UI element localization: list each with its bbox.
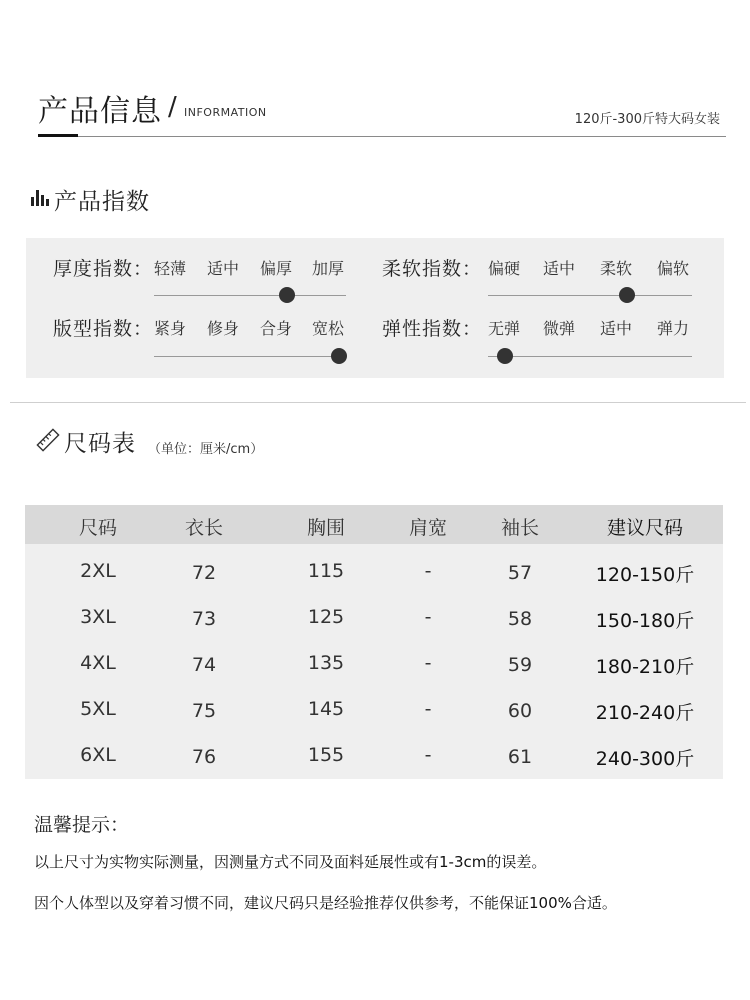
table-cell: 76 [191, 746, 217, 768]
table-cell: - [424, 560, 432, 582]
header-divider [38, 136, 726, 137]
table-cell: 6XL [80, 744, 116, 766]
index-track-fit [154, 356, 346, 357]
index-option: 偏硬 [488, 259, 521, 278]
size-table [25, 505, 723, 779]
tips-title: 温馨提示： [34, 814, 130, 836]
index-option: 紧身 [154, 319, 187, 338]
table-cell: 75 [191, 700, 217, 722]
product-index-panel [26, 238, 724, 378]
table-cell: - [424, 698, 432, 720]
table-cell: 150-180斤 [595, 610, 695, 632]
column-header: 建议尺码 [606, 517, 684, 539]
table-cell: 73 [191, 608, 217, 630]
section-title-product-index: 产品指数 [54, 189, 150, 215]
table-cell: 59 [507, 654, 533, 676]
section-title-size-chart: 尺码表 [64, 431, 136, 457]
table-cell: 3XL [80, 606, 116, 628]
section-divider [10, 402, 746, 403]
table-cell: 180-210斤 [595, 656, 695, 678]
index-option: 柔软 [600, 259, 633, 278]
index-option: 修身 [207, 319, 240, 338]
column-header: 衣长 [184, 517, 224, 539]
table-cell: 115 [307, 560, 345, 582]
size-chart-unit: （单位：厘米/cm） [148, 442, 264, 457]
index-option: 宽松 [312, 319, 345, 338]
table-cell: - [424, 652, 432, 674]
index-option: 适中 [207, 259, 240, 278]
index-option: 加厚 [312, 259, 345, 278]
ruler-icon [36, 428, 60, 452]
index-label-fit: 版型指数： [53, 318, 154, 340]
index-track-elasticity [488, 356, 692, 357]
header-tagline: 120斤-300斤特大码女装 [574, 112, 720, 127]
column-header: 肩宽 [408, 517, 448, 539]
index-track-thickness [154, 295, 346, 296]
index-option: 弹力 [657, 319, 690, 338]
table-cell: 125 [307, 606, 345, 628]
table-cell: 57 [507, 562, 533, 584]
index-indicator-thickness [279, 287, 295, 303]
table-cell: 72 [191, 562, 217, 584]
index-label-elasticity: 弹性指数： [382, 318, 483, 340]
index-label-softness: 柔软指数： [382, 258, 483, 280]
table-cell: 61 [507, 746, 533, 768]
column-header: 尺码 [78, 517, 118, 539]
table-cell: 135 [307, 652, 345, 674]
index-label-thickness: 厚度指数： [53, 258, 154, 280]
table-cell: 155 [307, 744, 345, 766]
column-header: 胸围 [306, 517, 346, 539]
index-option: 无弹 [488, 319, 521, 338]
index-option: 微弹 [543, 319, 576, 338]
tip-line: 因个人体型以及穿着习惯不同，建议尺码只是经验推荐仅供参考，不能保证100%合适。 [34, 894, 617, 912]
table-cell: 120-150斤 [595, 564, 695, 586]
title-slash: / [168, 92, 177, 122]
table-cell: 74 [191, 654, 217, 676]
header-divider-accent [38, 134, 78, 137]
table-cell: 60 [507, 700, 533, 722]
table-cell: 5XL [80, 698, 116, 720]
column-header: 袖长 [500, 517, 540, 539]
index-option: 合身 [260, 319, 293, 338]
index-indicator-elasticity [497, 348, 513, 364]
index-option: 轻薄 [154, 259, 187, 278]
table-cell: 240-300斤 [595, 748, 695, 770]
bar-chart-icon [31, 190, 49, 206]
index-indicator-softness [619, 287, 635, 303]
table-cell: - [424, 744, 432, 766]
table-cell: 58 [507, 608, 533, 630]
table-cell: 210-240斤 [595, 702, 695, 724]
index-option: 适中 [600, 319, 633, 338]
index-option: 偏软 [657, 259, 690, 278]
tip-line: 以上尺寸为实物实际测量，因测量方式不同及面料延展性或有1-3cm的误差。 [34, 853, 547, 871]
table-cell: 2XL [80, 560, 116, 582]
index-indicator-fit [331, 348, 347, 364]
page-subtitle-en: INFORMATION [184, 106, 267, 119]
table-cell: - [424, 606, 432, 628]
table-cell: 145 [307, 698, 345, 720]
page-title: 产品信息 [38, 94, 162, 129]
index-track-softness [488, 295, 692, 296]
table-cell: 4XL [80, 652, 116, 674]
index-option: 适中 [543, 259, 576, 278]
index-option: 偏厚 [260, 259, 293, 278]
table-header-row [25, 505, 723, 544]
